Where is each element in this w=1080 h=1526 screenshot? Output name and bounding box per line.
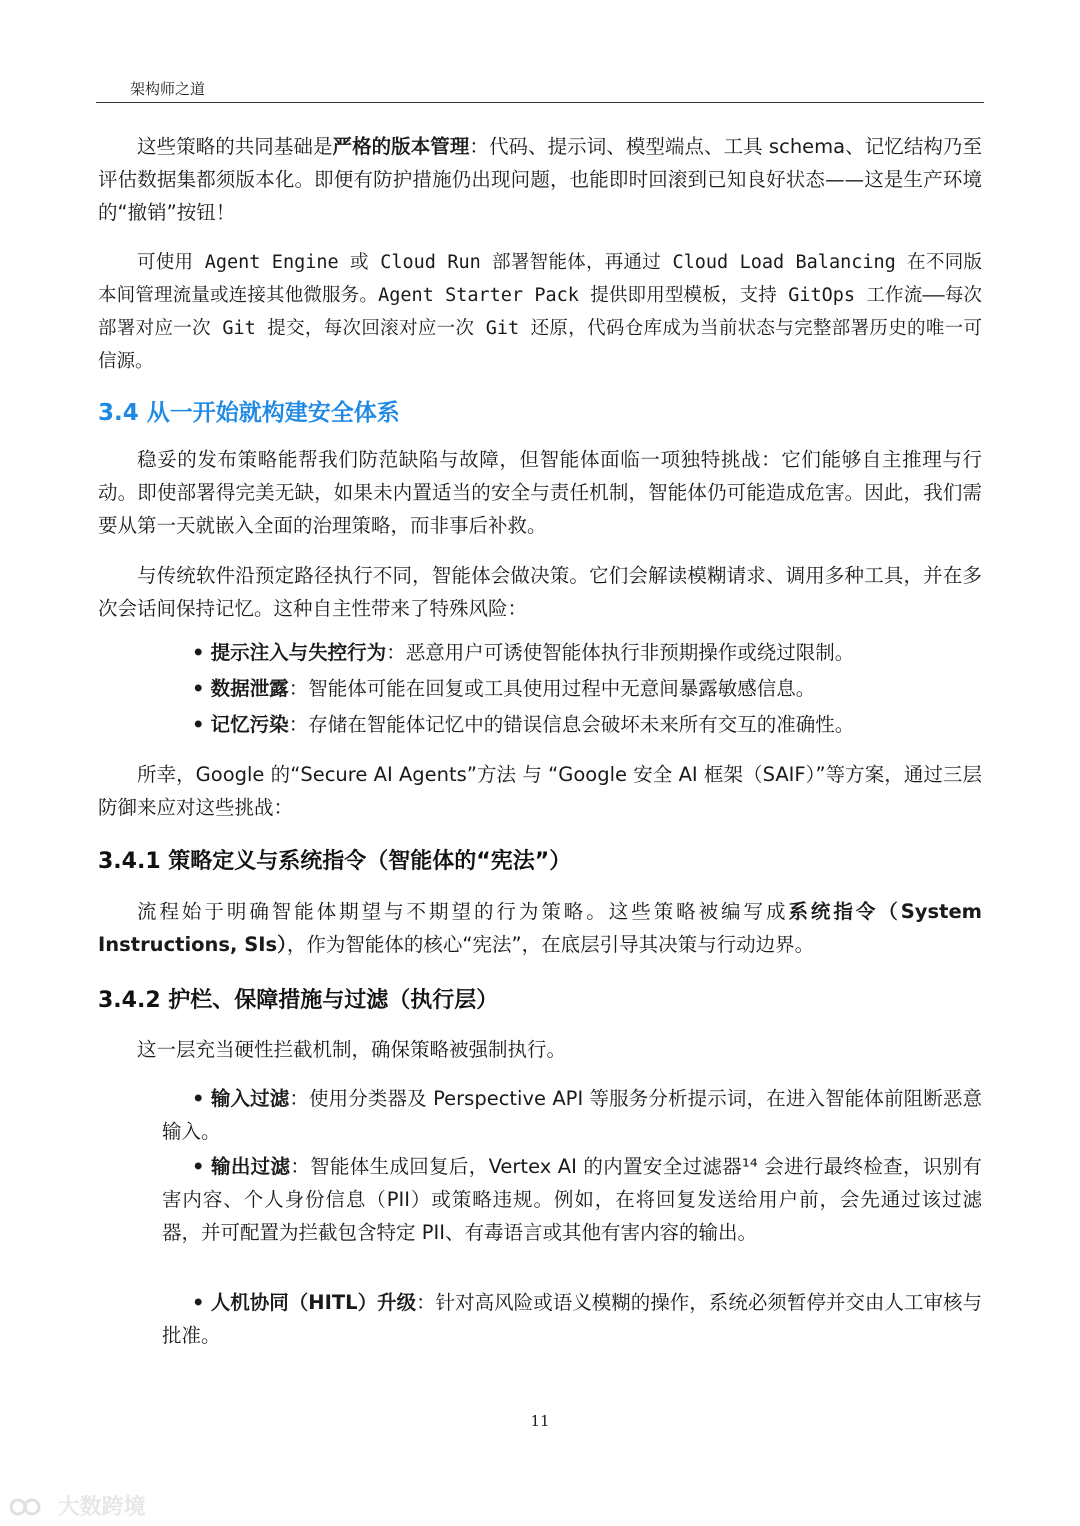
list-item-layer: • 输出过滤：智能体生成回复后，Vertex AI 的内置安全过滤器¹⁴ 会进行最终检查，识别有害内容、个人身份信息（PII）或策略违规。例如，在将回复发送给用户前，会先通过该过滤器，并可配置为拦截包含特定 PII、有毒语言或其他有害内容的输出。: [162, 1155, 982, 1244]
section-heading-3-4-1: 3.4.1 策略定义与系统指令（智能体的“宪法”）: [98, 849, 572, 874]
section-heading-3-4: 3.4 从一开始就构建安全体系: [98, 400, 400, 426]
paragraph-google-saif: 所幸，Google 的“Secure AI Agents”方法 与 “Google 安全 AI 框架（SAIF）”等方案，通过三层防御来应对这些挑战：: [98, 763, 982, 819]
paragraph-version-management: 这些策略的共同基础是严格的版本管理：代码、提示词、模型端点、工具 schema、记忆结构乃至评估数据集都须版本化。即便有防护措施仍出现问题，也能即时回滚到已知良好状态——这是生产环境的“撤销”按钮！: [98, 135, 982, 224]
list-item-risk: • 提示注入与失控行为：恶意用户可诱使智能体执行非预期操作或绕过限制。: [192, 641, 855, 664]
bold-term: 严格的版本管理: [332, 135, 470, 158]
section-heading-3-4-2: 3.4.2 护栏、保障措施与过滤（执行层）: [98, 988, 499, 1013]
list-item-risk: • 数据泄露：智能体可能在回复或工具使用过程中无意间暴露敏感信息。: [192, 677, 816, 700]
paragraph-system-instructions: 流程始于明确智能体期望与不期望的行为策略。这些策略被编写成系统指令（System Instructions, SIs），作为智能体的核心“宪法”，在底层引导其决策与行动边界。: [98, 900, 982, 956]
header-title: 架构师之道: [130, 80, 206, 98]
paragraph-safety-intro: 稳妥的发布策略能帮我们防范缺陷与故障，但智能体面临一项独特挑战：它们能够自主推理与行动。即使部署得完美无缺，如果未内置适当的安全与责任机制，智能体仍可能造成危害。因此，我们需要从第一天就嵌入全面的治理策略，而非事后补救。: [98, 448, 982, 537]
paragraph-autonomy-risks: 与传统软件沿预定路径执行不同，智能体会做决策。它们会解读模糊请求、调用多种工具，并在多次会话间保持记忆。这种自主性带来了特殊风险：: [98, 564, 982, 620]
paragraph-guardrails-intro: 这一层充当硬性拦截机制，确保策略被强制执行。: [137, 1038, 567, 1061]
list-item-risk: • 记忆污染：存储在智能体记忆中的错误信息会破坏未来所有交互的准确性。: [192, 713, 855, 736]
list-item-layer: • 人机协同（HITL）升级：针对高风险或语义模糊的操作，系统必须暂停并交由人工审核与批准。: [162, 1291, 982, 1347]
page-number: 11: [530, 1412, 550, 1430]
bold-term: 系统指令（System Instructions, SIs）: [98, 900, 982, 956]
paragraph-deployment: 可使用 Agent Engine 或 Cloud Run 部署智能体，再通过 Cloud Load Balancing 在不同版本间管理流量或连接其他微服务。Agent Starter Pack 提供即用型模板，支持 GitOps 工作流——每次部署对应一次 Git 提交，每次回滚对应一次 Git 还原，代码仓库成为当前状态与完整部署历史的唯一可信源。: [98, 252, 982, 372]
page-header: [96, 78, 984, 103]
watermark-logo: 大数跨境: [10, 1490, 146, 1521]
list-item-layer: • 输入过滤：使用分类器及 Perspective API 等服务分析提示词，在进入智能体前阻断恶意输入。: [162, 1087, 982, 1143]
watermark-icon: [10, 1496, 50, 1518]
